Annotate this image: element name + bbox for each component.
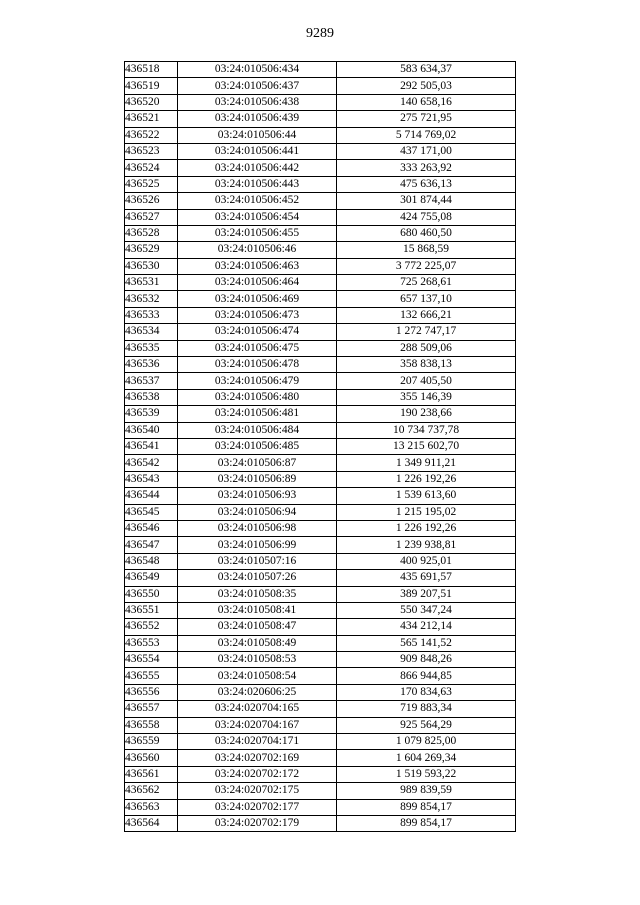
row-number-cell: 436529 [125,242,178,258]
table-row [125,225,516,241]
cadastral-value-cell: 288 509,06 [337,340,516,356]
row-number-cell: 436523 [125,143,178,159]
cadastral-number-cell: 03:24:010506:452 [178,193,337,209]
cadastral-number-cell: 03:24:010506:478 [178,357,337,373]
cadastral-number-cell: 03:24:010506:441 [178,143,337,159]
cadastral-value-cell: 1 272 747,17 [337,324,516,340]
table-row [125,652,516,668]
table-row [125,488,516,504]
cadastral-value-cell: 170 834,63 [337,684,516,700]
table-row [125,635,516,651]
row-number-cell: 436525 [125,176,178,192]
row-number-cell: 436557 [125,701,178,717]
cadastral-number-cell: 03:24:010506:434 [178,62,337,78]
cadastral-value-cell: 434 212,14 [337,619,516,635]
table-row [125,324,516,340]
row-number-cell: 436527 [125,209,178,225]
cadastral-value-cell: 190 238,66 [337,406,516,422]
row-number-cell: 436520 [125,94,178,110]
cadastral-number-cell: 03:24:010508:54 [178,668,337,684]
cadastral-value-cell: 358 838,13 [337,357,516,373]
row-number-cell: 436538 [125,389,178,405]
cadastral-number-cell: 03:24:020702:175 [178,783,337,799]
table-body [125,62,516,832]
cadastral-number-cell: 03:24:010506:99 [178,537,337,553]
cadastral-value-cell: 5 714 769,02 [337,127,516,143]
cadastral-number-cell: 03:24:010507:16 [178,553,337,569]
cadastral-value-cell: 15 868,59 [337,242,516,258]
row-number-cell: 436552 [125,619,178,635]
cadastral-value-cell: 1 215 195,02 [337,504,516,520]
cadastral-value-cell: 925 564,29 [337,717,516,733]
cadastral-value-cell: 1 239 938,81 [337,537,516,553]
table-row [125,455,516,471]
cadastral-number-cell: 03:24:010506:484 [178,422,337,438]
row-number-cell: 436539 [125,406,178,422]
cadastral-value-cell: 389 207,51 [337,586,516,602]
page-number: 9289 [306,26,334,41]
table-row [125,209,516,225]
row-number-cell: 436518 [125,62,178,78]
table-row [125,520,516,536]
row-number-cell: 436533 [125,307,178,323]
row-number-cell: 436553 [125,635,178,651]
cadastral-value-cell: 140 658,16 [337,94,516,110]
cadastral-value-cell: 301 874,44 [337,193,516,209]
table-row [125,701,516,717]
row-number-cell: 436528 [125,225,178,241]
row-number-cell: 436524 [125,160,178,176]
table-row [125,275,516,291]
table-row [125,111,516,127]
table-row [125,734,516,750]
table-row [125,602,516,618]
row-number-cell: 436540 [125,422,178,438]
table-row [125,357,516,373]
row-number-cell: 436531 [125,275,178,291]
row-number-cell: 436559 [125,734,178,750]
table-row [125,160,516,176]
table-row [125,537,516,553]
cadastral-number-cell: 03:24:010506:454 [178,209,337,225]
row-number-cell: 436547 [125,537,178,553]
cadastral-number-cell: 03:24:010506:89 [178,471,337,487]
cadastral-number-cell: 03:24:010508:49 [178,635,337,651]
cadastral-number-cell: 03:24:020606:25 [178,684,337,700]
table-row [125,127,516,143]
cadastral-value-cell: 725 268,61 [337,275,516,291]
row-number-cell: 436550 [125,586,178,602]
row-number-cell: 436530 [125,258,178,274]
table-row [125,422,516,438]
cadastral-number-cell: 03:24:010506:480 [178,389,337,405]
cadastral-number-cell: 03:24:010506:473 [178,307,337,323]
cadastral-number-cell: 03:24:010507:26 [178,570,337,586]
table-row [125,291,516,307]
row-number-cell: 436522 [125,127,178,143]
cadastral-number-cell: 03:24:020704:167 [178,717,337,733]
table-row [125,684,516,700]
cadastral-number-cell: 03:24:010506:475 [178,340,337,356]
cadastral-value-cell: 1 079 825,00 [337,734,516,750]
row-number-cell: 436542 [125,455,178,471]
cadastral-number-cell: 03:24:010506:94 [178,504,337,520]
cadastral-value-cell: 550 347,24 [337,602,516,618]
cadastral-value-cell: 1 519 593,22 [337,766,516,782]
row-number-cell: 436541 [125,438,178,454]
table-row [125,586,516,602]
row-number-cell: 436560 [125,750,178,766]
cadastral-number-cell: 03:24:010506:44 [178,127,337,143]
cadastral-value-cell: 583 634,37 [337,62,516,78]
cadastral-number-cell: 03:24:010506:443 [178,176,337,192]
table-row [125,799,516,815]
cadastral-number-cell: 03:24:010506:455 [178,225,337,241]
cadastral-value-cell: 207 405,50 [337,373,516,389]
row-number-cell: 436521 [125,111,178,127]
cadastral-number-cell: 03:24:010506:469 [178,291,337,307]
row-number-cell: 436537 [125,373,178,389]
cadastral-number-cell: 03:24:010508:35 [178,586,337,602]
cadastral-value-cell: 989 839,59 [337,783,516,799]
table-row [125,176,516,192]
row-number-cell: 436534 [125,324,178,340]
table-row [125,193,516,209]
row-number-cell: 436561 [125,766,178,782]
cadastral-number-cell: 03:24:010506:481 [178,406,337,422]
cadastral-number-cell: 03:24:010506:464 [178,275,337,291]
row-number-cell: 436555 [125,668,178,684]
row-number-cell: 436526 [125,193,178,209]
cadastral-value-cell: 13 215 602,70 [337,438,516,454]
cadastral-value-cell: 909 848,26 [337,652,516,668]
table-row [125,143,516,159]
table-row [125,307,516,323]
row-number-cell: 436554 [125,652,178,668]
row-number-cell: 436551 [125,602,178,618]
row-number-cell: 436536 [125,357,178,373]
cadastral-number-cell: 03:24:010506:442 [178,160,337,176]
table-row [125,471,516,487]
cadastral-number-cell: 03:24:010506:479 [178,373,337,389]
table-row [125,340,516,356]
cadastral-value-cell: 899 854,17 [337,815,516,831]
cadastral-value-cell: 333 263,92 [337,160,516,176]
cadastral-number-cell: 03:24:020704:171 [178,734,337,750]
table-row [125,553,516,569]
cadastral-value-cell: 565 141,52 [337,635,516,651]
cadastral-number-cell: 03:24:010508:41 [178,602,337,618]
cadastral-value-cell: 435 691,57 [337,570,516,586]
row-number-cell: 436558 [125,717,178,733]
table-row [125,78,516,94]
cadastral-value-cell: 1 604 269,34 [337,750,516,766]
cadastral-value-cell: 275 721,95 [337,111,516,127]
cadastral-number-cell: 03:24:010506:438 [178,94,337,110]
row-number-cell: 436562 [125,783,178,799]
row-number-cell: 436546 [125,520,178,536]
cadastral-value-cell: 3 772 225,07 [337,258,516,274]
row-number-cell: 436519 [125,78,178,94]
cadastral-number-cell: 03:24:010506:474 [178,324,337,340]
table-row [125,406,516,422]
cadastral-value-cell: 680 460,50 [337,225,516,241]
cadastral-number-cell: 03:24:020702:169 [178,750,337,766]
cadastral-number-cell: 03:24:010508:47 [178,619,337,635]
cadastral-value-cell: 657 137,10 [337,291,516,307]
table-row [125,62,516,78]
cadastral-number-cell: 03:24:020704:165 [178,701,337,717]
cadastral-value-cell: 400 925,01 [337,553,516,569]
cadastral-value-cell: 1 349 911,21 [337,455,516,471]
table-row [125,783,516,799]
table-row [125,94,516,110]
cadastral-number-cell: 03:24:010506:93 [178,488,337,504]
cadastral-value-cell: 899 854,17 [337,799,516,815]
cadastral-value-cell: 1 226 192,26 [337,520,516,536]
table-row [125,815,516,831]
table-row [125,668,516,684]
cadastral-value-cell: 355 146,39 [337,389,516,405]
row-number-cell: 436543 [125,471,178,487]
cadastral-value-cell: 292 505,03 [337,78,516,94]
cadastral-value-cell: 437 171,00 [337,143,516,159]
cadastral-number-cell: 03:24:010508:53 [178,652,337,668]
table-row [125,766,516,782]
row-number-cell: 436544 [125,488,178,504]
cadastral-number-cell: 03:24:020702:177 [178,799,337,815]
row-number-cell: 436564 [125,815,178,831]
cadastral-number-cell: 03:24:010506:439 [178,111,337,127]
row-number-cell: 436556 [125,684,178,700]
cadastral-value-table [124,61,516,832]
table-row [125,258,516,274]
cadastral-value-cell: 1 226 192,26 [337,471,516,487]
cadastral-value-cell: 132 666,21 [337,307,516,323]
row-number-cell: 436545 [125,504,178,520]
cadastral-value-cell: 1 539 613,60 [337,488,516,504]
cadastral-number-cell: 03:24:010506:87 [178,455,337,471]
table-row [125,504,516,520]
row-number-cell: 436549 [125,570,178,586]
cadastral-value-cell: 719 883,34 [337,701,516,717]
row-number-cell: 436535 [125,340,178,356]
table-row [125,373,516,389]
table-row [125,717,516,733]
cadastral-value-cell: 866 944,85 [337,668,516,684]
cadastral-number-cell: 03:24:010506:463 [178,258,337,274]
cadastral-number-cell: 03:24:020702:179 [178,815,337,831]
table-row [125,750,516,766]
table-row [125,389,516,405]
cadastral-number-cell: 03:24:010506:98 [178,520,337,536]
cadastral-number-cell: 03:24:010506:46 [178,242,337,258]
cadastral-value-cell: 10 734 737,78 [337,422,516,438]
row-number-cell: 436532 [125,291,178,307]
row-number-cell: 436548 [125,553,178,569]
table-row [125,438,516,454]
row-number-cell: 436563 [125,799,178,815]
cadastral-number-cell: 03:24:010506:485 [178,438,337,454]
table-row [125,619,516,635]
table-row [125,570,516,586]
table-row [125,242,516,258]
cadastral-number-cell: 03:24:020702:172 [178,766,337,782]
cadastral-value-cell: 424 755,08 [337,209,516,225]
cadastral-number-cell: 03:24:010506:437 [178,78,337,94]
cadastral-value-cell: 475 636,13 [337,176,516,192]
